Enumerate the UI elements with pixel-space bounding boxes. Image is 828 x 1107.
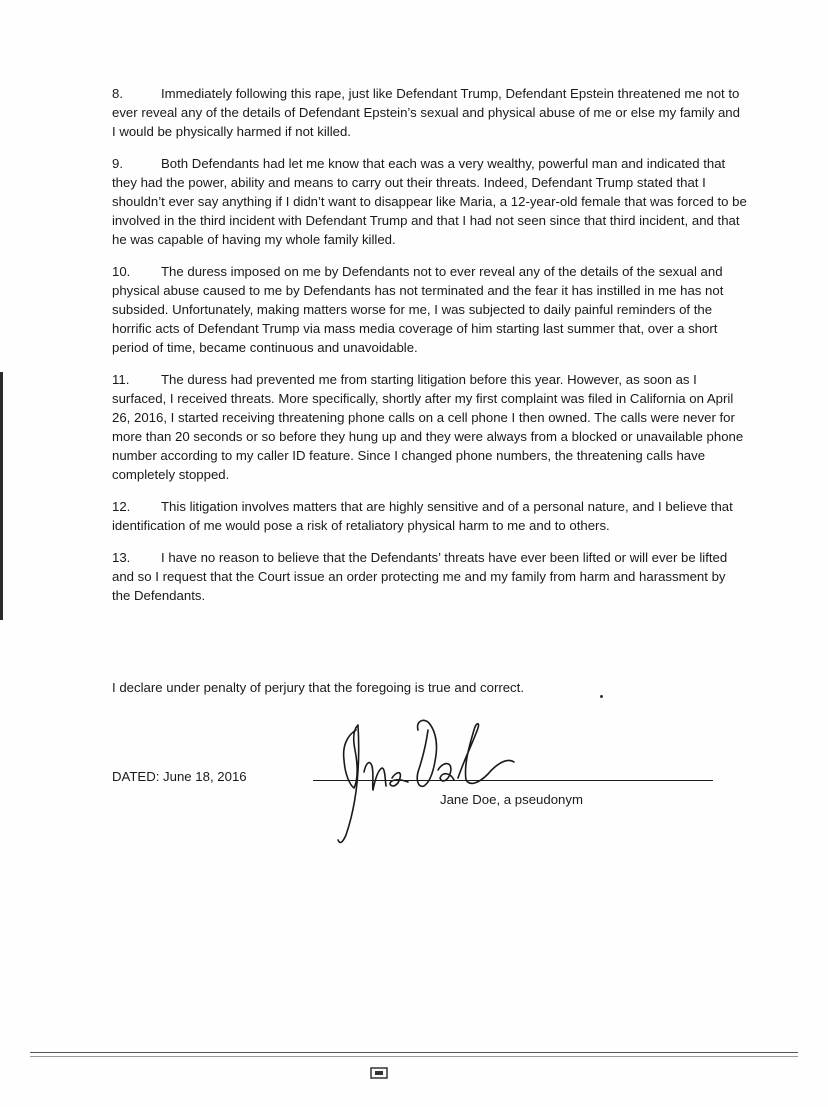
scan-speck: [600, 695, 603, 698]
paragraph-number: 13.: [112, 550, 131, 565]
footer-rule: [30, 1052, 798, 1053]
handwritten-signature: [318, 700, 548, 850]
paragraph-text: The duress had prevented me from starting litigation before this year. However, as soon as I surfaced, I received threats. More specifically, shortly after my first complaint was filed in California on April 26, 2016, I started receiving threatening phone calls on a cell phone I then owned. The calls were never for more than 20 seconds or so before they hung up and they were always from a blocked or unavailable phone number according to my caller ID feature. Since I changed phone numbers, the threatening calls have completely stopped.: [112, 372, 744, 482]
scan-edge-shadow: [0, 0, 3, 620]
paragraph-12: [112, 497, 747, 535]
perjury-declaration: I declare under penalty of perjury that the foregoing is true and correct.: [112, 680, 524, 695]
signature-caption: Jane Doe, a pseudonym: [440, 792, 583, 807]
paragraph-8: [112, 84, 747, 141]
footer-rule-secondary: [30, 1056, 798, 1057]
paragraph-11: [112, 370, 747, 484]
scan-artifact-glyph: [369, 1066, 389, 1080]
paragraph-text: The duress imposed on me by Defendants not to ever reveal any of the details of the sexual and physical abuse caused to me by Defendants has not terminated and the fear it has instilled in me has not subsided. Unfortunately, making matters worse for me, I was subjected to daily painful reminders of the horrific acts of Defendant Trump via mass media coverage of him starting last summer that, over a short period of time, became continuous and unavoidable.: [112, 264, 724, 355]
paragraph-9: [112, 154, 747, 249]
paragraph-number: 8.: [112, 86, 123, 101]
paragraph-text: I have no reason to believe that the Defendants’ threats have ever been lifted or will ever be lifted and so I request that the Court issue an order protecting me and my family from harm and harassment by the Defendants.: [112, 550, 728, 603]
paragraph-text: Both Defendants had let me know that each was a very wealthy, powerful man and indicated that they had the power, ability and means to carry out their threats. Indeed, Defendant Trump stated that I shouldn’t ever say anything if I didn’t want to disappear like Maria, a 12-year-old female that was forced to be involved in the third incident with Defendant Trump and that I had not seen since that third incident, and that he was capable of having my whole family killed.: [112, 156, 747, 247]
paragraph-text: This litigation involves matters that are highly sensitive and of a personal nature, and I believe that identification of me would pose a risk of retaliatory physical harm to me and to others.: [112, 499, 733, 533]
paragraph-13: [112, 548, 747, 605]
paragraph-number: 9.: [112, 156, 123, 171]
paragraph-10: [112, 262, 747, 357]
paragraph-number: 10.: [112, 264, 131, 279]
signature-line: [313, 780, 713, 781]
declaration-body: [112, 84, 747, 618]
paragraph-text: Immediately following this rape, just like Defendant Trump, Defendant Epstein threatened me not to ever reveal any of the details of Defendant Epstein’s sexual and physical abuse of me or else my family and I would be physically harmed if not killed.: [112, 86, 740, 139]
dated-line: DATED: June 18, 2016: [112, 769, 247, 784]
paragraph-number: 12.: [112, 499, 131, 514]
paragraph-number: 11.: [112, 372, 130, 387]
